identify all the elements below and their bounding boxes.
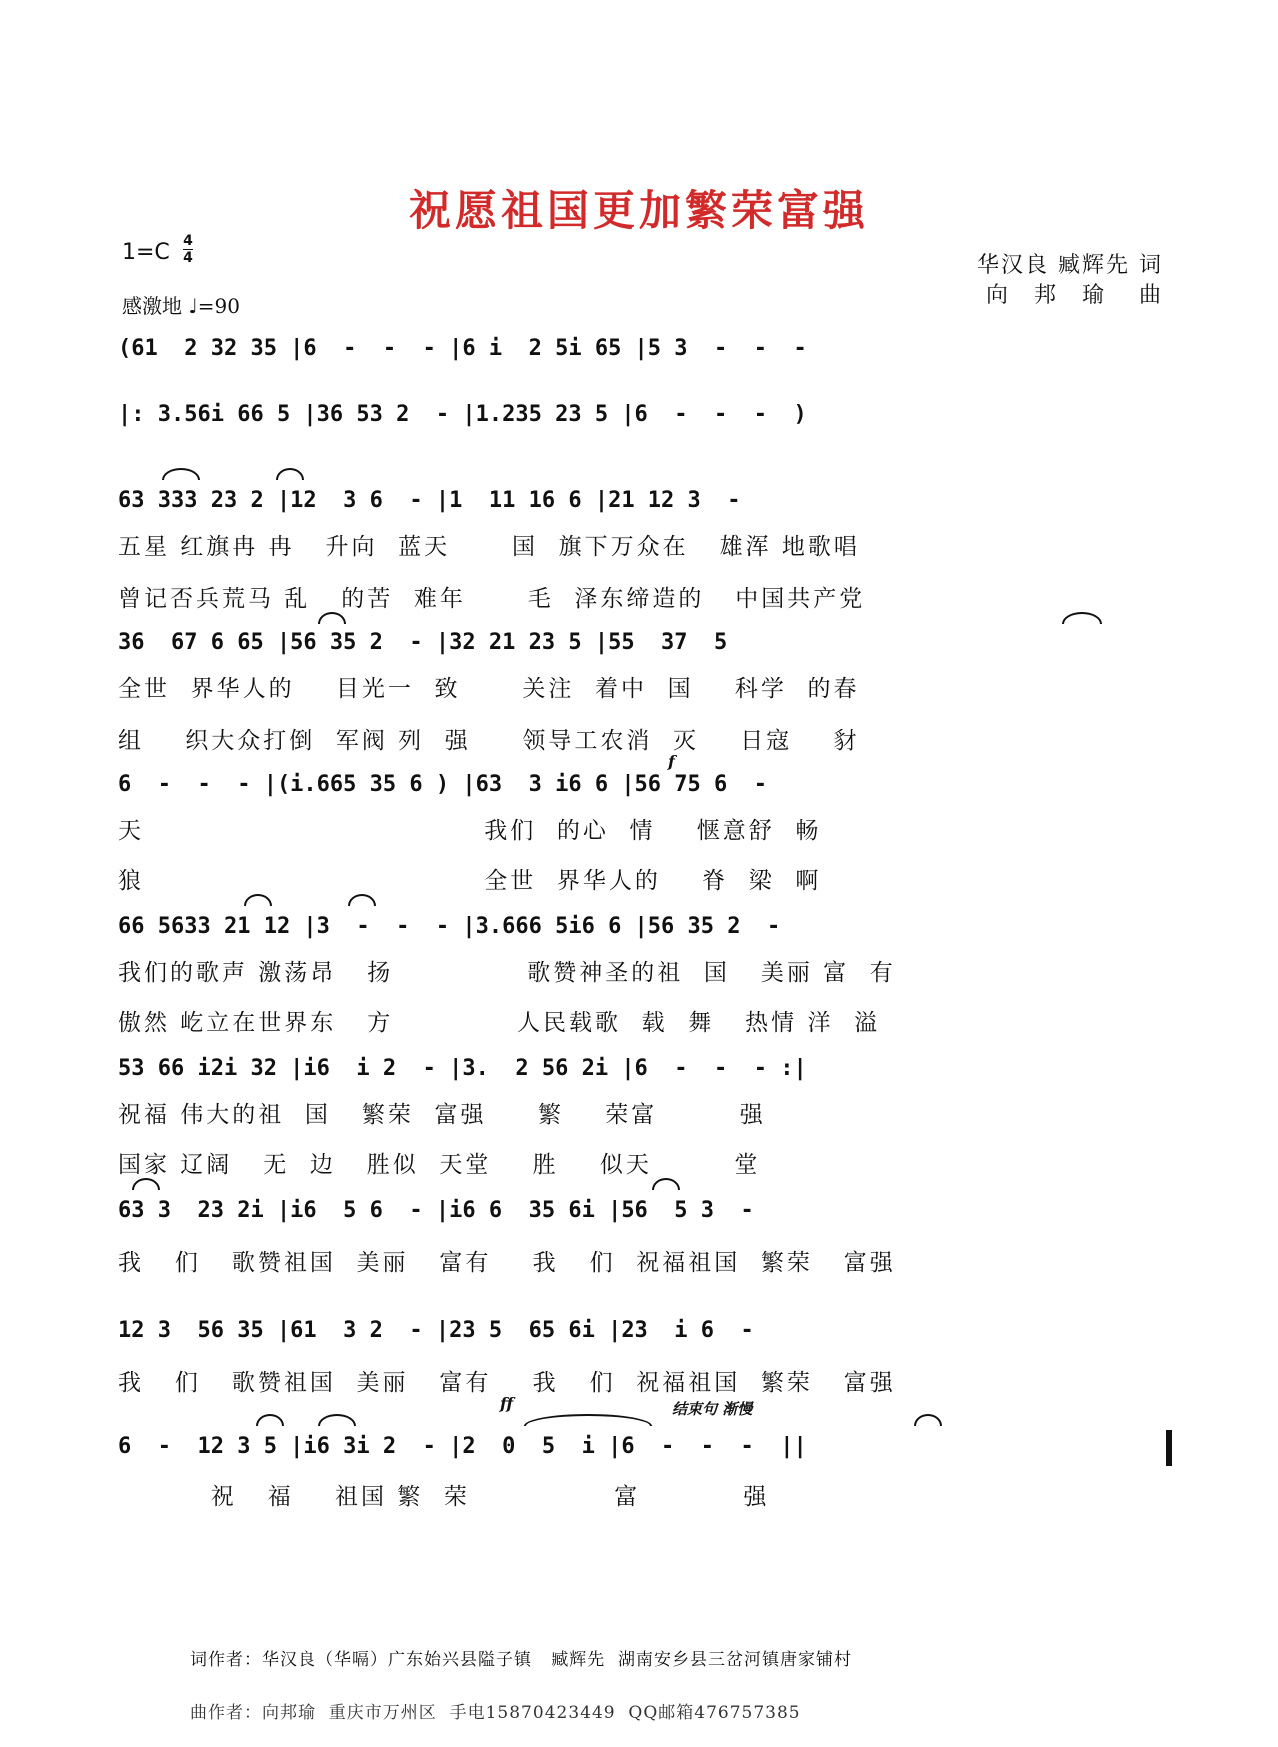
footer-lyricist-info: 词作者：华汉良（华嗝）广东始兴县隘子镇 臧辉先 湖南安乡县三岔河镇唐家铺村 — [190, 1650, 853, 1670]
slur-mark — [132, 1178, 160, 1190]
slur-mark — [276, 468, 304, 480]
slur-mark — [348, 894, 376, 906]
dynamic-forte: f — [668, 752, 675, 771]
slur-mark — [318, 612, 346, 624]
slur-mark — [1062, 612, 1102, 624]
notation-line-9: 12 3 56 35 |61 3 2 - |23 5 65 6i |23 i 6 - — [118, 1318, 754, 1343]
notation-line-10: 6 - 12 3 5 |i6 3i 2 - |2 0 5 i |6 - - - || — [118, 1434, 807, 1459]
slur-mark — [244, 894, 272, 906]
tempo-marking: 感激地 ♩=90 — [122, 294, 240, 318]
lyric-line-9: 祝福 伟大的祖 国 繁荣 富强 繁 荣富 强 — [118, 1102, 766, 1128]
notation-line-4: 36 67 6 65 |56 35 2 - |32 21 23 5 |55 37 5 — [118, 630, 728, 655]
lyric-line-5: 天 我们 的心 情 惬意舒 畅 — [118, 818, 822, 844]
footer-composer-info: 曲作者：向邦瑜 重庆市万州区 手电15870423449 QQ邮箱476757385 — [190, 1703, 801, 1723]
lyric-line-3: 全世 界华人的 目光一 致 关注 着中 国 科学 的春 — [118, 676, 860, 702]
slur-mark — [162, 468, 200, 480]
key-signature: 1=C — [122, 240, 170, 265]
lyricist-credit: 华汉良 臧辉先 词 — [977, 253, 1163, 278]
notation-line-8: 63 3 23 2i |i6 5 6 - |i6 6 35 6i |56 5 3 - — [118, 1198, 754, 1223]
lyric-line-8: 傲然 屹立在世界东 方 人民载歌 载 舞 热情 洋 溢 — [118, 1010, 881, 1036]
dynamic-fortissimo: ff — [500, 1394, 514, 1413]
time-signature-top: 4 — [183, 233, 193, 249]
notation-line-3: 63 333 23 2 |12 3 6 - |1 11 16 6 |21 12 3 - — [118, 488, 741, 513]
notation-line-6: 66 5633 21 12 |3 - - - |3.666 5i6 6 |56 35 2 - — [118, 914, 781, 939]
final-barline — [1166, 1430, 1172, 1466]
lyric-line-2: 曾记否兵荒马 乱 的苦 难年 毛 泽东缔造的 中国共产党 — [118, 586, 866, 612]
slur-mark — [256, 1414, 284, 1426]
slur-mark — [524, 1414, 652, 1426]
slur-mark — [652, 1178, 680, 1190]
lyric-line-12: 我 们 歌赞祖国 美丽 富有 我 们 祝福祖国 繁荣 富强 — [118, 1370, 896, 1396]
lyric-line-10: 国家 辽阔 无 边 胜似 天堂 胜 似天 堂 — [118, 1152, 761, 1178]
notation-line-2: |: 3.56i 66 5 |36 53 2 - |1.235 23 5 |6 - - - ) — [118, 402, 807, 427]
notation-line-5: 6 - - - |(i.665 35 6 ) |63 3 i6 6 |56 75 6 - — [118, 772, 768, 797]
slur-mark — [318, 1414, 356, 1426]
lyric-line-6: 狼 全世 界华人的 脊 梁 啊 — [118, 868, 822, 894]
ending-tempo-mark: 结束句 渐慢 — [672, 1400, 753, 1418]
composer-credit: 向 邦 瑜 曲 — [986, 283, 1163, 308]
song-title: 祝愿祖国更加繁荣富强 — [408, 186, 869, 235]
lyric-line-1: 五星 红旗冉 冉 升向 蓝天 国 旗下万众在 雄浑 地歌唱 — [118, 534, 860, 560]
notation-line-7: 53 66 i2i 32 |i6 i 2 - |3. 2 56 2i |6 - - - :| — [118, 1056, 807, 1081]
lyric-line-4: 组 织大众打倒 军阀 列 强 领导工农消 灭 日寇 豺 — [118, 728, 860, 754]
fermata-mark — [914, 1414, 942, 1426]
notation-line-1: (61 2 32 35 |6 - - - |6 i 2 5i 65 |5 3 - - - — [118, 336, 807, 361]
lyric-line-13: 祝 福 祖国 繁 荣 富 强 — [118, 1484, 770, 1510]
lyric-line-11: 我 们 歌赞祖国 美丽 富有 我 们 祝福祖国 繁荣 富强 — [118, 1250, 896, 1276]
time-signature — [183, 234, 193, 265]
time-signature-bottom: 4 — [183, 250, 193, 266]
lyric-line-7: 我们的歌声 激荡昂 扬 歌赞神圣的祖 国 美丽 富 有 — [118, 960, 896, 986]
